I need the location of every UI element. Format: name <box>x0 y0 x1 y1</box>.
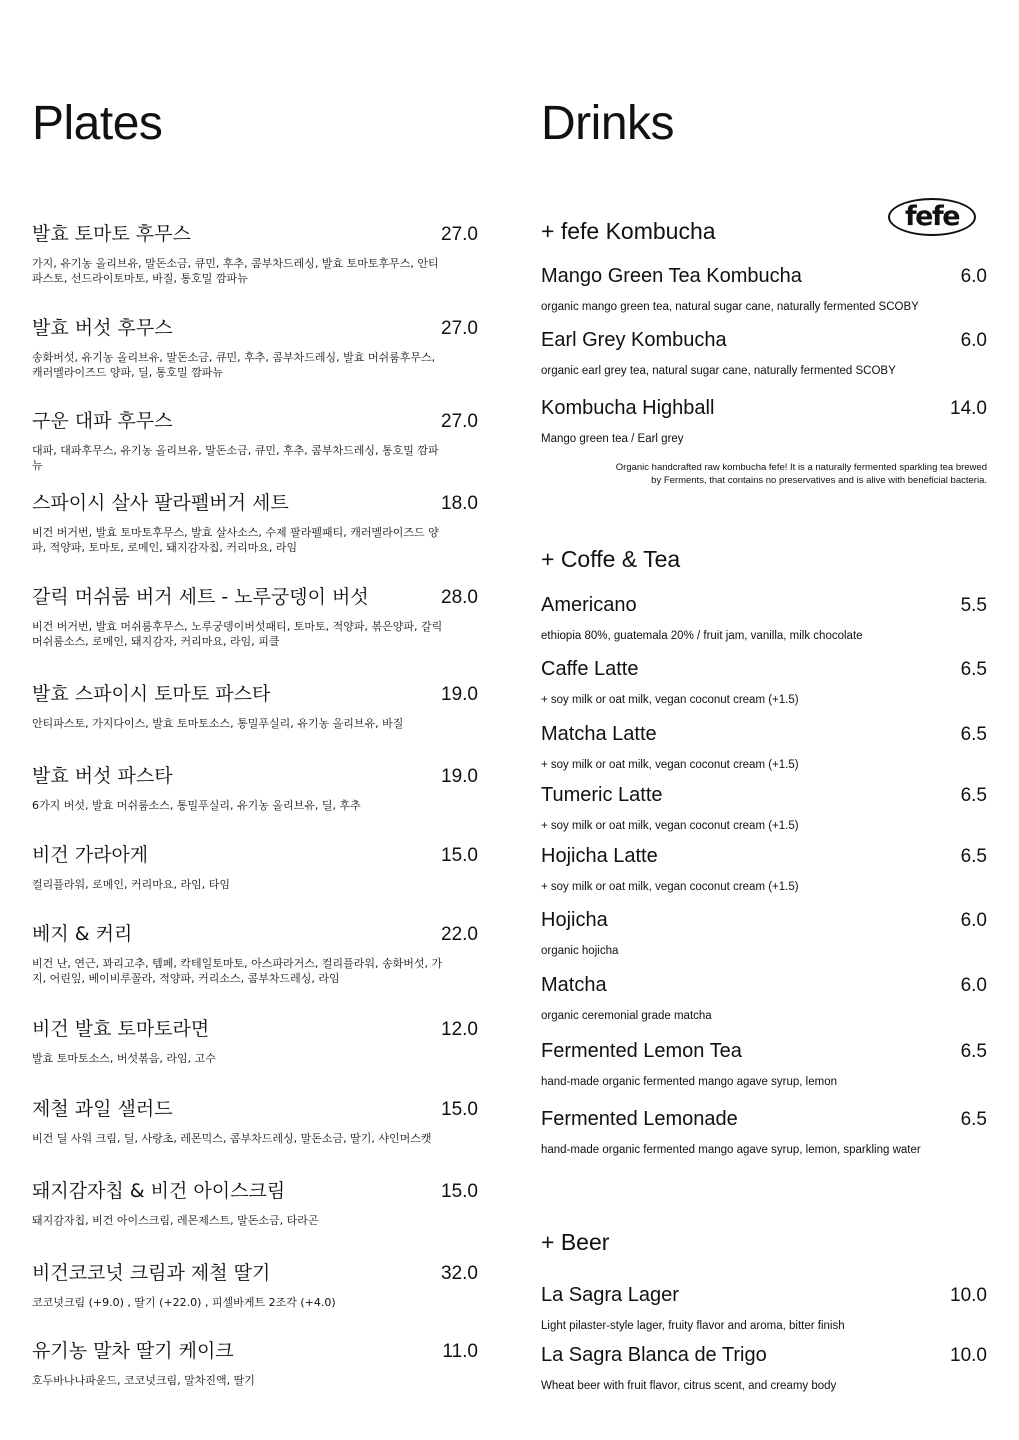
kombucha-note <box>557 461 987 487</box>
item-price: 6.0 <box>960 330 987 351</box>
menu-item <box>541 1283 987 1334</box>
item-price: 19.0 <box>441 766 478 787</box>
menu-item <box>32 409 478 473</box>
item-price: 11.0 <box>442 1341 478 1362</box>
item-name: 비건 가라아게 <box>32 844 149 866</box>
menu-item <box>32 491 478 555</box>
item-price: 6.5 <box>960 846 987 867</box>
item-description: 비건 딜 사워 크림, 딜, 사랑초, 레몬믹스, 콤부차드레싱, 말돈소금, 딸기, 샤인머스캣 <box>32 1132 432 1145</box>
item-name: 비건코코넛 크림과 제철 딸기 <box>32 1262 271 1284</box>
item-description: 비건 버거번, 발효 머쉬룸후무스, 노루궁뎅이버섯패티, 토마토, 적양파, 볶은양파, 갈릭머쉬룸소스, 로메인, 돼지감자, 커리마요, 라임, 피클 <box>32 620 443 648</box>
item-name: 돼지감자칩 & 비건 아이스크림 <box>32 1180 286 1202</box>
item-description: organic hojicha <box>541 945 619 957</box>
item-price: 19.0 <box>441 684 478 705</box>
menu-item <box>541 593 987 644</box>
menu-item <box>32 682 478 731</box>
item-description: Light pilaster-style lager, fruity flavor and aroma, bitter finish <box>541 1320 845 1332</box>
item-description: hand-made organic fermented mango agave syrup, lemon, sparkling water <box>541 1144 921 1156</box>
item-name: Mango Green Tea Kombucha <box>541 265 802 287</box>
fefe-logo-text: fefe <box>904 200 960 232</box>
item-description: organic ceremonial grade matcha <box>541 1010 712 1022</box>
menu-item <box>32 764 478 813</box>
section-title-beer: + Beer <box>541 1229 610 1255</box>
item-name: Tumeric Latte <box>541 784 663 806</box>
menu-item <box>541 328 987 379</box>
item-description: + soy milk or oat milk, vegan coconut cream (+1.5) <box>541 881 799 893</box>
menu-item <box>541 1107 987 1158</box>
item-name: 발효 버섯 후무스 <box>32 317 173 339</box>
item-price: 27.0 <box>441 411 478 432</box>
item-description: 비건 난, 연근, 꽈리고추, 템페, 칵테일토마토, 아스파라거스, 컬리플라워, 송화버섯, 가지, 어린잎, 베이비루꼴라, 적양파, 커리소스, 콤부차드레싱, 라임 <box>32 957 443 985</box>
item-name: Earl Grey Kombucha <box>541 329 727 351</box>
item-price: 15.0 <box>441 1099 478 1120</box>
item-name: 발효 토마토 후무스 <box>32 223 191 245</box>
menu-item <box>541 973 987 1024</box>
menu-item <box>32 222 478 286</box>
item-name: 구운 대파 후무스 <box>32 410 173 432</box>
item-price: 22.0 <box>441 924 478 945</box>
section-title-kombucha: + fefe Kombucha <box>541 218 716 244</box>
item-name: 발효 버섯 파스타 <box>32 765 173 787</box>
item-name: Fermented Lemonade <box>541 1108 738 1130</box>
item-price: 6.5 <box>960 724 987 745</box>
item-name: La Sagra Blanca de Trigo <box>541 1344 767 1366</box>
item-price: 32.0 <box>441 1263 478 1284</box>
item-description: organic earl grey tea, natural sugar cane, naturally fermented SCOBY <box>541 365 896 377</box>
item-name: Matcha <box>541 974 607 996</box>
menu-item <box>541 264 987 315</box>
menu-item <box>32 1179 478 1228</box>
item-name: 비건 발효 토마토라면 <box>32 1018 210 1040</box>
item-price: 6.5 <box>960 785 987 806</box>
item-name: Fermented Lemon Tea <box>541 1040 742 1062</box>
item-description: 송화버섯, 유기농 올리브유, 말돈소금, 큐민, 후추, 콤부차드레싱, 발효 머쉬룸후무스, 캐러멜라이즈드 양파, 딜, 통호밀 깜파뉴 <box>32 351 436 379</box>
item-name: 스파이시 살사 팔라펠버거 세트 <box>32 492 289 514</box>
menu-item <box>32 585 478 649</box>
menu-item <box>32 922 478 986</box>
item-price: 6.5 <box>960 1041 987 1062</box>
item-name: 제철 과일 샐러드 <box>32 1098 173 1120</box>
item-price: 6.0 <box>960 975 987 996</box>
item-name: 발효 스파이시 토마토 파스타 <box>32 683 271 705</box>
section-title-coffee-tea: + Coffe & Tea <box>541 546 681 572</box>
item-name: Hojicha Latte <box>541 845 658 867</box>
menu-item <box>541 908 987 959</box>
item-price: 6.0 <box>960 266 987 287</box>
item-price: 10.0 <box>950 1285 987 1306</box>
item-price: 14.0 <box>950 398 987 419</box>
item-name: 유기농 말차 딸기 케이크 <box>32 1340 234 1362</box>
item-price: 6.5 <box>960 659 987 680</box>
item-description: + soy milk or oat milk, vegan coconut cream (+1.5) <box>541 759 799 771</box>
item-name: Kombucha Highball <box>541 397 715 419</box>
item-description: 비건 버거번, 발효 토마토후무스, 발효 살사소스, 수제 팔라펠패티, 캐러멜라이즈드 양파, 적양파, 토마토, 로메인, 돼지감자칩, 커리마요, 라임 <box>32 526 439 554</box>
item-description: + soy milk or oat milk, vegan coconut cream (+1.5) <box>541 694 799 706</box>
item-price: 6.0 <box>960 910 987 931</box>
menu-item <box>541 1343 987 1394</box>
menu-item <box>541 1039 987 1090</box>
menu-item <box>541 396 987 447</box>
item-name: 베지 & 커리 <box>32 923 133 945</box>
plates-heading: Plates <box>32 97 163 150</box>
item-description: organic mango green tea, natural sugar cane, naturally fermented SCOBY <box>541 301 919 313</box>
item-price: 6.5 <box>960 1109 987 1130</box>
kombucha-note-line: Organic handcrafted raw kombucha fefe! It is a naturally fermented sparkling tea brewed <box>615 462 987 473</box>
item-price: 15.0 <box>441 845 478 866</box>
item-description: 대파, 대파후무스, 유기농 올리브유, 말돈소금, 큐민, 후추, 콤부차드레싱, 통호밀 깜파뉴 <box>32 444 439 472</box>
drinks-heading: Drinks <box>541 97 675 150</box>
item-description: Mango green tea / Earl grey <box>541 433 684 445</box>
menu-item <box>541 722 987 773</box>
menu-item <box>32 1261 478 1310</box>
item-description: 안티파스토, 가지다이스, 발효 토마토소스, 통밀푸실리, 유기농 올리브유, 바질 <box>32 717 404 730</box>
item-description: 발효 토마토소스, 버섯볶음, 라임, 고수 <box>32 1052 216 1065</box>
item-name: Caffe Latte <box>541 658 639 680</box>
item-description: 호두바나나파운드, 코코넛크림, 말차진액, 딸기 <box>32 1374 255 1387</box>
item-description: hand-made organic fermented mango agave syrup, lemon <box>541 1076 837 1088</box>
item-description: + soy milk or oat milk, vegan coconut cream (+1.5) <box>541 820 799 832</box>
item-price: 12.0 <box>441 1019 478 1040</box>
item-name: Hojicha <box>541 909 608 931</box>
item-description: 6가지 버섯, 발효 머쉬룸소스, 통밀푸실리, 유기농 올리브유, 딜, 후추 <box>32 799 361 812</box>
item-name: La Sagra Lager <box>541 1284 679 1306</box>
menu-item <box>541 657 987 708</box>
item-name: Matcha Latte <box>541 723 657 745</box>
item-price: 27.0 <box>441 318 478 339</box>
kombucha-note-line: by Ferments, that contains no preservatives and is alive with beneficial bacteria. <box>651 475 987 486</box>
item-description: 가지, 유기농 올리브유, 말돈소금, 큐민, 후추, 콤부차드레싱, 발효 토마토후무스, 안티파스토, 선드라이토마토, 바질, 통호밀 깜파뉴 <box>32 257 439 285</box>
item-price: 28.0 <box>441 587 478 608</box>
item-price: 27.0 <box>441 224 478 245</box>
menu-item <box>32 1017 478 1066</box>
item-price: 15.0 <box>441 1181 478 1202</box>
item-description: 컬리플라워, 로메인, 커리마요, 라임, 타임 <box>32 878 230 891</box>
item-price: 10.0 <box>950 1345 987 1366</box>
menu-item <box>541 783 987 834</box>
fefe-logo <box>888 198 976 236</box>
menu-item <box>32 1097 478 1146</box>
item-description: ethiopia 80%, guatemala 20% / fruit jam, vanilla, milk chocolate <box>541 630 863 642</box>
menu-item <box>32 316 478 380</box>
item-name: 갈릭 머쉬룸 버거 세트 - 노루궁뎅이 버섯 <box>32 586 369 608</box>
menu-item <box>32 843 478 892</box>
item-name: Americano <box>541 594 637 616</box>
menu-item <box>32 1339 478 1388</box>
item-price: 5.5 <box>960 595 987 616</box>
item-description: Wheat beer with fruit flavor, citrus scent, and creamy body <box>541 1380 837 1392</box>
item-description: 코코넛크림 (+9.0) , 딸기 (+22.0) , 피셀바게트 2조각 (+4.0) <box>32 1296 336 1309</box>
item-description: 돼지감자칩, 비건 아이스크림, 레몬제스트, 말돈소금, 타라곤 <box>32 1214 319 1227</box>
item-price: 18.0 <box>441 493 478 514</box>
menu-item <box>541 844 987 895</box>
